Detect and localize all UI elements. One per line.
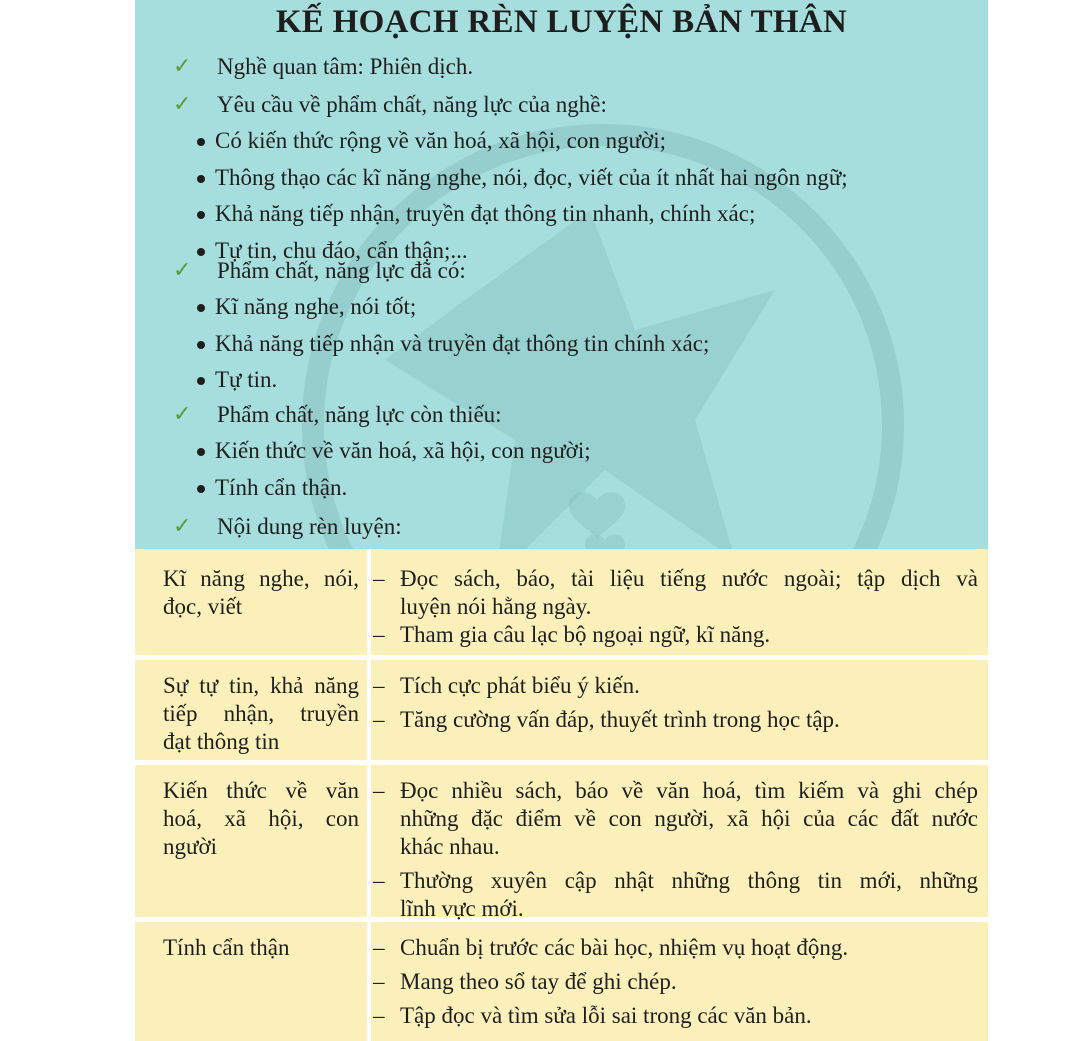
- table-item: Tham gia câu lạc bộ ngoại ngữ, kĩ năng.: [400, 622, 771, 647]
- page-title: KẾ HOẠCH RÈN LUYỆN BẢN THÂN: [275, 4, 848, 40]
- dash-icon: –: [373, 969, 385, 994]
- dash-icon: –: [373, 707, 385, 732]
- table-item: Tăng cường vấn đáp, thuyết trình trong học tập.: [400, 707, 840, 732]
- table-item: Đọc sách, báo, tài liệu tiếng nước ngoài; tập dịch và: [400, 566, 978, 591]
- dash-icon: –: [373, 673, 385, 698]
- dash-icon: –: [373, 622, 385, 647]
- table-item: Tập đọc và tìm sửa lỗi sai trong các văn bản.: [400, 1003, 812, 1028]
- table-item: Tích cực phát biểu ý kiến.: [400, 673, 640, 698]
- bullet-icon: [197, 341, 205, 349]
- table-category: Sự tự tin, khả năng: [163, 673, 359, 698]
- check-icon: ✓: [173, 514, 192, 539]
- check-icon: ✓: [173, 92, 192, 117]
- dash-icon: –: [373, 566, 385, 591]
- bullet-icon: [197, 304, 205, 312]
- bullet-item: Tính cẩn thận.: [215, 474, 348, 500]
- check-icon: ✓: [173, 54, 192, 79]
- bullet-item: Tự tin, chu đáo, cẩn thận;...: [215, 237, 468, 263]
- table-category: hoá, xã hội, con: [163, 806, 359, 831]
- section-heading: Yêu cầu về phẩm chất, năng lực của nghề:: [217, 92, 607, 117]
- row-divider: [135, 655, 988, 660]
- table-item: Chuẩn bị trước các bài học, nhiệm vụ hoạt động.: [400, 935, 849, 960]
- table-category: đạt thông tin: [163, 729, 280, 754]
- bullet-item: Thông thạo các kĩ năng nghe, nói, đọc, viết của ít nhất hai ngôn ngữ;: [215, 164, 848, 190]
- bullet-icon: [197, 485, 205, 493]
- table-item: luyện nói hằng ngày.: [400, 594, 592, 619]
- bullet-item: Kiến thức về văn hoá, xã hội, con người;: [215, 438, 591, 463]
- table-item: Đọc nhiều sách, báo về văn hoá, tìm kiếm và ghi chép: [400, 778, 978, 803]
- table-category: đọc, viết: [163, 594, 243, 619]
- table-category: tiếp nhận, truyền: [163, 701, 359, 726]
- bullet-item: Khả năng tiếp nhận, truyền đạt thông tin nhanh, chính xác;: [215, 201, 756, 227]
- plan-card: [135, 0, 988, 1041]
- bullet-icon: [197, 175, 205, 183]
- table-item: khác nhau.: [400, 834, 500, 859]
- table-category: Kiến thức về văn: [163, 778, 359, 803]
- table-category: Kĩ năng nghe, nói,: [163, 566, 359, 591]
- bullet-item: Tự tin.: [215, 367, 278, 393]
- bullet-item: Khả năng tiếp nhận và truyền đạt thông tin chính xác;: [215, 330, 710, 356]
- table-category: người: [163, 834, 218, 859]
- check-icon: ✓: [173, 402, 192, 427]
- section-heading: Nội dung rèn luyện:: [217, 514, 402, 539]
- table-item: Thường xuyên cập nhật những thông tin mới, những: [400, 868, 978, 893]
- bullet-item: Kĩ năng nghe, nói tốt;: [215, 294, 417, 319]
- bullet-icon: [197, 248, 205, 256]
- check-icon: ✓: [173, 258, 192, 283]
- bullet-item: Có kiến thức rộng về văn hoá, xã hội, con người;: [215, 128, 667, 153]
- dash-icon: –: [373, 778, 385, 803]
- table-item: những đặc điểm về con người, xã hội của các đất nước: [400, 806, 978, 831]
- row-divider: [135, 760, 988, 765]
- column-divider: [367, 549, 371, 1041]
- table-item: lĩnh vực mới.: [400, 896, 524, 921]
- section-heading: Phẩm chất, năng lực đã có:: [217, 258, 466, 283]
- section-heading: Nghề quan tâm: Phiên dịch.: [217, 54, 474, 79]
- dash-icon: –: [373, 868, 385, 893]
- table-item: Mang theo sổ tay để ghi chép.: [400, 969, 677, 994]
- dash-icon: –: [373, 1003, 385, 1028]
- table-category: Tính cẩn thận: [163, 935, 290, 960]
- dash-icon: –: [373, 935, 385, 960]
- training-table-content: [135, 549, 988, 1041]
- section-heading: Phẩm chất, năng lực còn thiếu:: [217, 402, 502, 427]
- bullet-icon: [197, 138, 205, 146]
- bullet-icon: [197, 448, 205, 456]
